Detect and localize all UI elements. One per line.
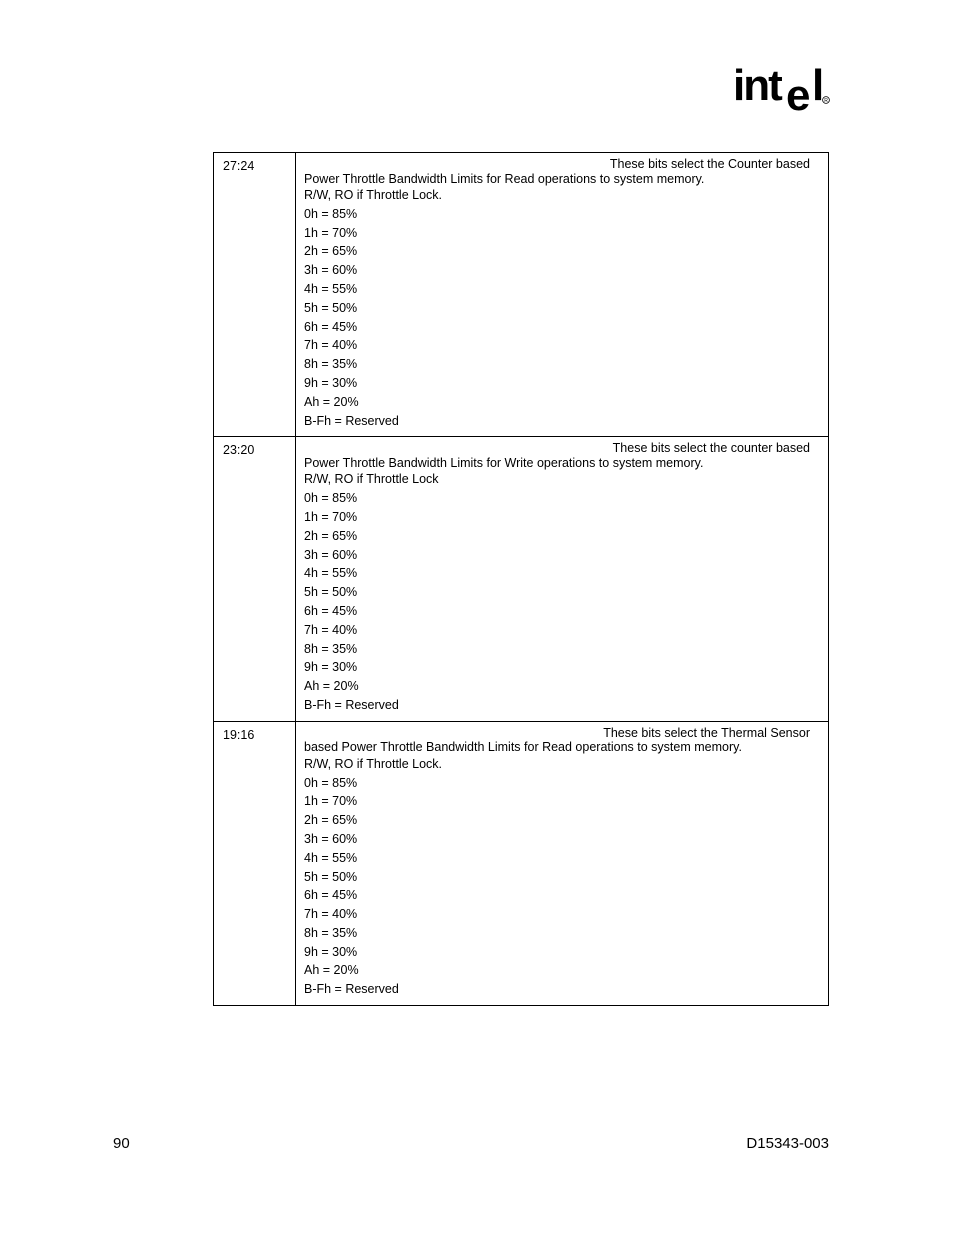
- bits-cell: 23:20: [214, 437, 296, 721]
- bits-cell: 19:16: [214, 721, 296, 1005]
- svg-text:l: l: [812, 61, 825, 110]
- value-encoding-item: Ah = 20%: [304, 963, 359, 978]
- value-encoding-item: 2h = 65%: [304, 528, 358, 543]
- register-bit-table: [213, 152, 829, 1006]
- value-encoding-item: 3h = 60%: [304, 263, 358, 278]
- access-type: R/W, RO if Throttle Lock: [304, 472, 439, 487]
- value-encoding-item: 5h = 50%: [304, 869, 358, 884]
- intel-logo: [733, 58, 833, 118]
- value-encoding-item: 9h = 30%: [304, 660, 358, 675]
- table-row: [214, 721, 829, 1005]
- value-encoding-item: Ah = 20%: [304, 394, 359, 409]
- description-cell: [296, 437, 829, 721]
- value-encoding-item: 4h = 55%: [304, 281, 358, 296]
- description-line-1: These bits select the counter based: [612, 441, 810, 456]
- value-encoding-item: 7h = 40%: [304, 622, 358, 637]
- description-cell: [296, 153, 829, 437]
- value-encoding-item: 8h = 35%: [304, 925, 358, 940]
- value-encoding-item: 0h = 85%: [304, 775, 358, 790]
- description-line-1: These bits select the Counter based: [609, 157, 810, 171]
- value-encoding-item: 0h = 85%: [304, 206, 358, 221]
- value-encoding-item: B-Fh = Reserved: [304, 413, 399, 428]
- value-encoding-item: Ah = 20%: [304, 679, 359, 694]
- value-encoding-item: 8h = 35%: [304, 641, 358, 656]
- value-encoding-item: 9h = 30%: [304, 375, 358, 390]
- description-text: [304, 726, 818, 755]
- value-encoding-item: 4h = 55%: [304, 850, 358, 865]
- intel-logo-graphic: [733, 58, 833, 118]
- svg-text:R: R: [824, 98, 828, 105]
- value-encoding-item: 1h = 70%: [304, 794, 358, 809]
- description-text: [304, 441, 818, 470]
- description-text: [304, 157, 818, 186]
- description-line-2: Power Throttle Bandwidth Limits for Write operations to system memory.: [304, 455, 704, 470]
- svg-text:e: e: [786, 71, 811, 118]
- register-bit-table-body: [214, 153, 829, 1006]
- description-line-2: based Power Throttle Bandwidth Limits for Read operations to system memory.: [304, 740, 742, 755]
- value-encoding-item: 1h = 70%: [304, 509, 358, 524]
- value-encoding-item: B-Fh = Reserved: [304, 982, 399, 997]
- access-type: R/W, RO if Throttle Lock.: [304, 188, 443, 202]
- value-encoding-item: 1h = 70%: [304, 225, 358, 240]
- value-encoding-item: 8h = 35%: [304, 357, 358, 372]
- value-encoding-item: 4h = 55%: [304, 566, 358, 581]
- value-encoding-item: 5h = 50%: [304, 300, 358, 315]
- value-encoding-item: 9h = 30%: [304, 944, 358, 959]
- value-encoding-item: 2h = 65%: [304, 244, 358, 259]
- table-row: [214, 153, 829, 437]
- value-encoding-item: 2h = 65%: [304, 813, 358, 828]
- table-row: [214, 437, 829, 721]
- value-encoding-item: 0h = 85%: [304, 491, 358, 506]
- bits-cell: 27:24: [214, 153, 296, 437]
- value-encoding-item: 6h = 45%: [304, 319, 358, 334]
- value-encoding-item: 7h = 40%: [304, 338, 358, 353]
- value-encoding-item: 7h = 40%: [304, 907, 358, 922]
- document-id: D15343-003: [746, 1135, 829, 1152]
- value-encoding-item: 3h = 60%: [304, 547, 358, 562]
- value-encoding-item: 5h = 50%: [304, 585, 358, 600]
- description-line-2: Power Throttle Bandwidth Limits for Read operations to system memory.: [304, 171, 705, 186]
- access-type: R/W, RO if Throttle Lock.: [304, 756, 443, 771]
- value-encoding-item: 6h = 45%: [304, 603, 358, 618]
- page-number: 90: [113, 1135, 130, 1152]
- description-cell: [296, 721, 829, 1005]
- value-encoding-item: 3h = 60%: [304, 831, 358, 846]
- value-encoding-item: 6h = 45%: [304, 888, 358, 903]
- svg-text:int: int: [733, 61, 781, 110]
- description-line-1: These bits select the Thermal Sensor: [603, 725, 810, 740]
- value-encoding-item: B-Fh = Reserved: [304, 697, 399, 712]
